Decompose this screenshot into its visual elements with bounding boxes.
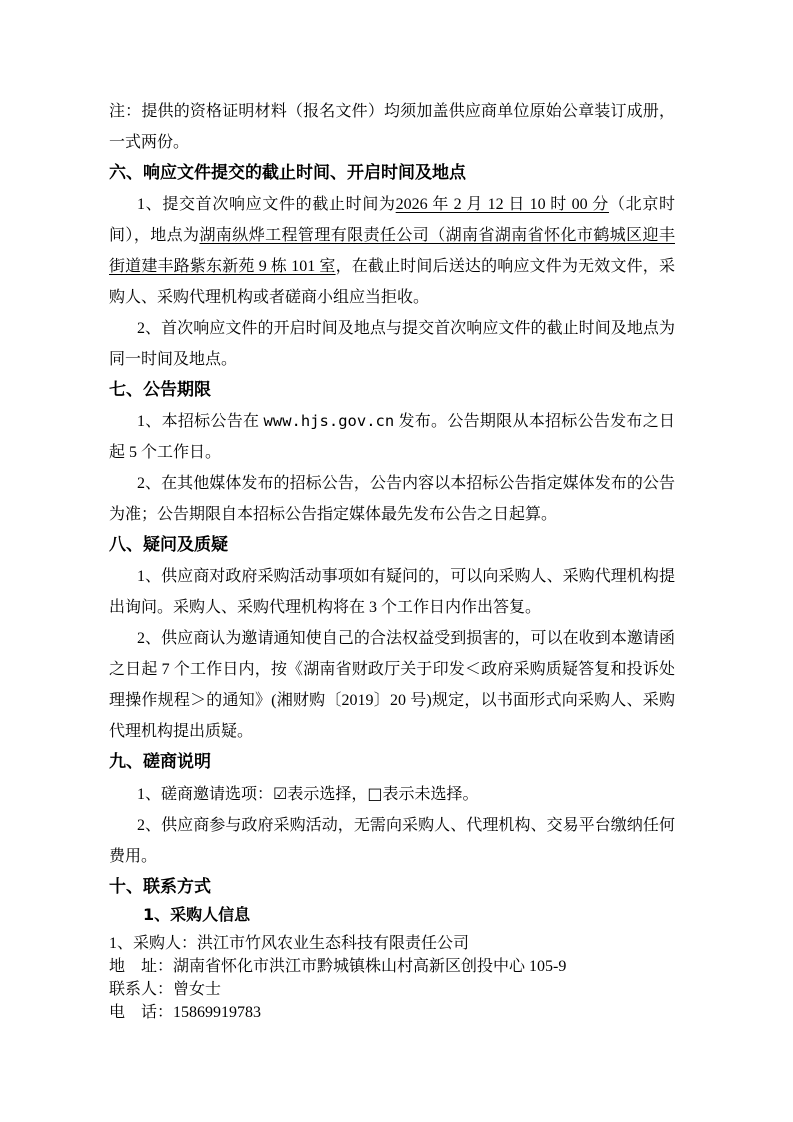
purchaser-info-subheading: 1、采购人信息 <box>143 905 251 924</box>
section-eight-para-1: 1、供应商对政府采购活动事项如有疑问的，可以向采购人、采购代理机构提出询问。采购人、采购代理机构将在 3 个工作日内作出答复。 <box>109 568 675 616</box>
note-paragraph: 注：提供的资格证明材料（报名文件）均须加盖供应商单位原始公章装订成册，一式两份。 <box>109 103 675 151</box>
submission-deadline-value: 2026 年 2 月 12 日 10 时 00 分 <box>395 196 609 213</box>
section-nine-para-1 <box>109 778 675 810</box>
late-submission-clause: ，在截止时间后送达的响应文件为无效文件，采购人、采购代理机构或者磋商小组应当拒收。 <box>109 258 675 306</box>
submission-deadline-intro: 1、提交首次响应文件的截止时间为 <box>137 196 396 213</box>
purchaser-address-line: 地 址：湖南省怀化市洪江市黔城镇株山村高新区创投中心 105-9 <box>109 958 567 975</box>
section-seven-heading: 七、公告期限 <box>109 380 211 400</box>
section-nine-heading: 九、磋商说明 <box>109 752 211 772</box>
announcement-url: www.hjs.gov.cn <box>263 412 395 430</box>
purchaser-contact-block <box>109 932 675 1024</box>
section-seven-para-2: 2、在其他媒体发布的招标公告，公告内容以本招标公告指定媒体发布的公告为准；公告期限自本招标公告指定媒体最先发布公告之日起算。 <box>109 475 675 523</box>
section-six-para-1 <box>109 189 675 313</box>
purchaser-name-line: 1、采购人：洪江市竹风农业生态科技有限责任公司 <box>109 935 470 952</box>
section-eight-heading: 八、疑问及质疑 <box>109 535 228 555</box>
section-ten-heading: 十、联系方式 <box>109 877 211 897</box>
checked-meaning-label: 表示选择， <box>287 786 368 803</box>
contact-person-line: 联系人：曾女士 <box>109 981 222 998</box>
section-six-para-2: 2、首次响应文件的开启时间及地点与提交首次响应文件的截止时间及地点为同一时间及地点。 <box>109 320 675 368</box>
section-eight-para-2: 2、供应商认为邀请通知使自己的合法权益受到损害的，可以在收到本邀请函之日起 7 个工作日内，按《湖南省财政厅关于印发＜政府采购质疑答复和投诉处理操作规程＞的通知》(湘财购〔2019〕20 号)规定，以书面形式向采购人、采购代理机构提出质疑。 <box>109 630 675 740</box>
invitation-options-intro: 1、磋商邀请选项： <box>137 786 274 803</box>
unchecked-checkbox-icon: □ <box>367 784 383 803</box>
section-nine-para-2: 2、供应商参与政府采购活动，无需向采购人、代理机构、交易平台缴纳任何费用。 <box>109 817 675 865</box>
section-seven-para-1 <box>109 406 675 468</box>
submission-location-intro: （北京时间），地点为 <box>109 196 675 244</box>
unchecked-meaning-label: 表示未选择。 <box>382 786 479 803</box>
agency-name-address: 湖南纵烨工程管理有限责任公司（湖南省湖南省怀化市鹤城区迎丰街道建丰路紫东新苑 9 栋 101 室 <box>109 227 675 275</box>
announcement-period-clause: 发布。公告期限从本招标公告发布之日起 5 个工作日。 <box>109 413 675 461</box>
contact-phone-line: 电 话：15869919783 <box>109 1004 262 1021</box>
announcement-publish-intro: 1、本招标公告在 <box>137 413 264 430</box>
section-six-heading: 六、响应文件提交的截止时间、开启时间及地点 <box>109 163 466 183</box>
document-content <box>109 96 675 1024</box>
checked-checkbox-icon: ☑ <box>273 784 288 803</box>
